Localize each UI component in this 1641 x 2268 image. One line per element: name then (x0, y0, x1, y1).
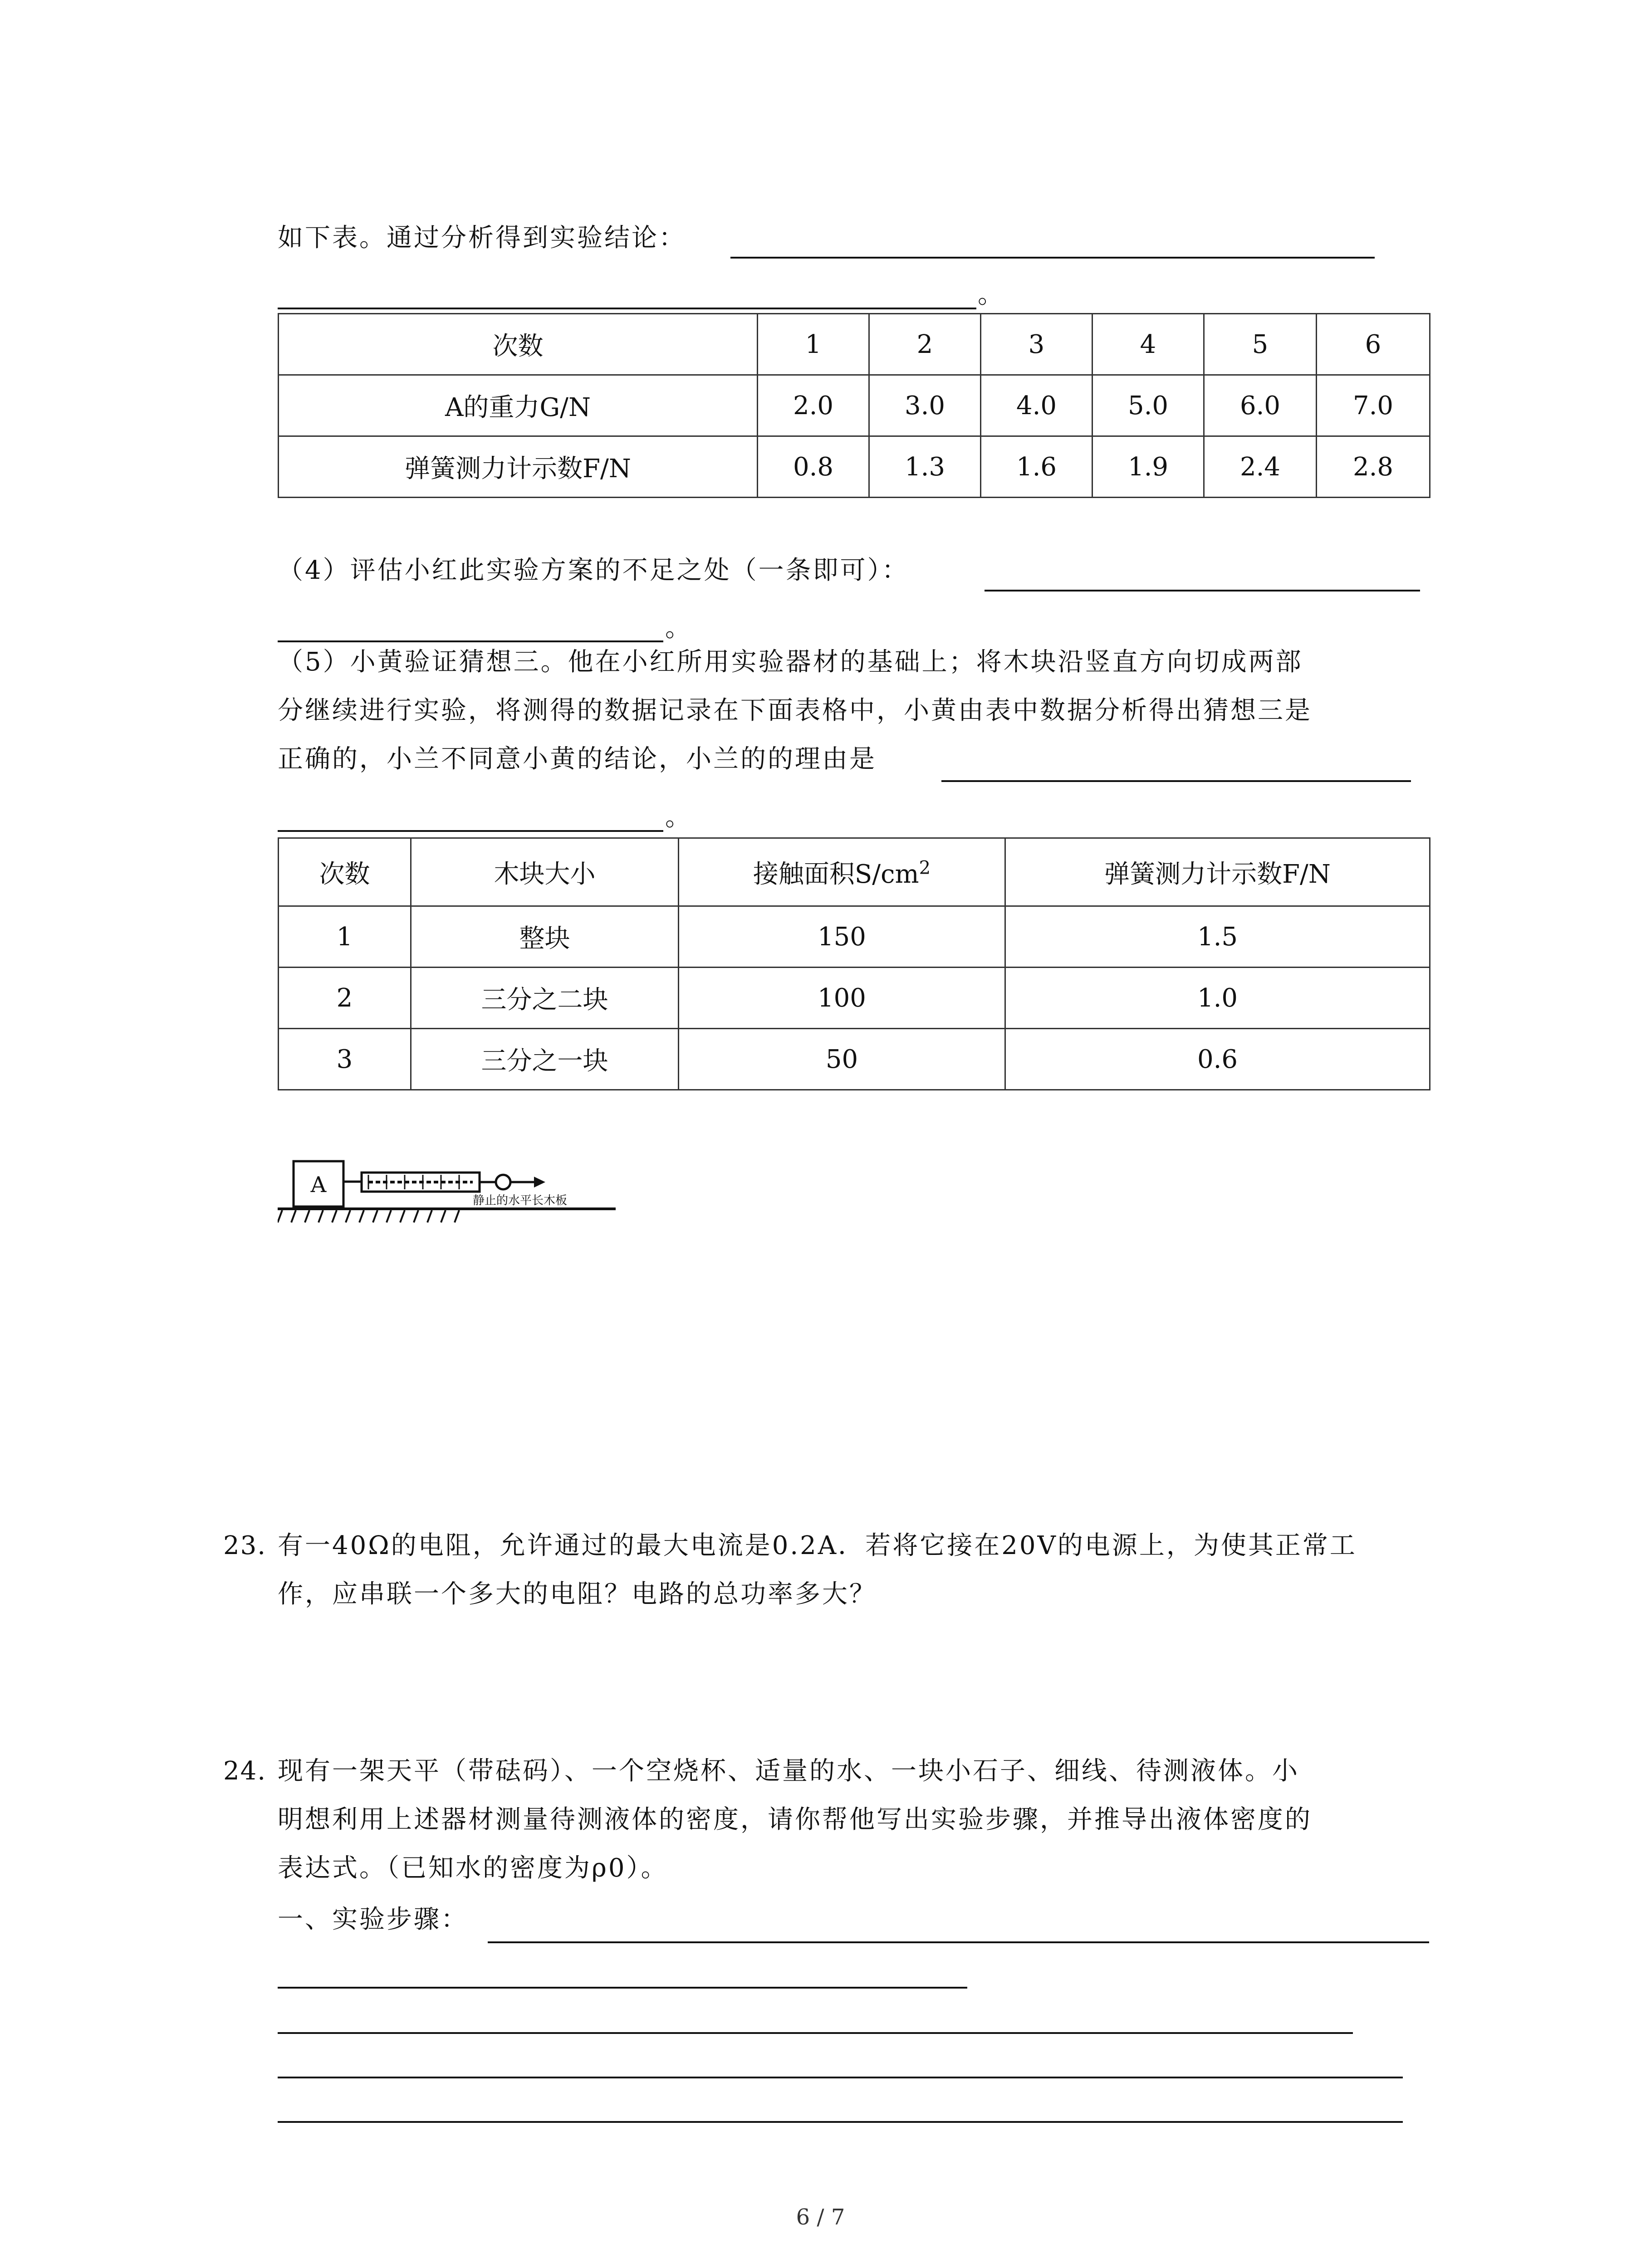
table-cell: 2.0 (758, 375, 869, 436)
answer-blank-steps-4[interactable] (278, 2077, 1403, 2078)
table-header-row (279, 838, 1430, 906)
table-cell: 1.6 (981, 436, 1092, 498)
q24-line1: 现有一架天平（带砝码）、一个空烧杯、适量的水、一块小石子、细线、待测液体。小 (278, 1756, 1299, 1786)
answer-blank-part4-1[interactable] (985, 590, 1420, 591)
table-header-cell: 次数 (279, 838, 411, 906)
table-cell: 2.8 (1317, 436, 1430, 498)
table-cell: 3 (279, 1029, 411, 1090)
table-cell: 1 (758, 314, 869, 375)
answer-blank-steps-3[interactable] (278, 2032, 1353, 2034)
contact-area-header-label: 接触面积S/cm (753, 859, 919, 889)
table-cell: 6.0 (1204, 375, 1317, 436)
table-cell: 0.8 (758, 436, 869, 498)
q24-line2: 明想利用上述器材测量待测液体的密度，请你帮他写出实验步骤，并推导出液体密度的 (278, 1805, 1312, 1834)
table-row (279, 314, 1430, 375)
table-cell: 50 (679, 1029, 1005, 1090)
answer-blank-steps-2[interactable] (278, 1987, 967, 1989)
table-cell: 2.4 (1204, 436, 1317, 498)
pull-ring (496, 1175, 510, 1189)
table-cell: 6 (1317, 314, 1430, 375)
block-a-label: A (310, 1172, 327, 1198)
table-cell: 0.6 (1005, 1029, 1430, 1090)
table-cell: 100 (679, 968, 1005, 1029)
table-cell: 1.5 (1005, 906, 1430, 968)
experiment-figure (278, 1152, 622, 1243)
answer-blank-conclusion-1[interactable] (730, 257, 1375, 259)
table-cell: 4 (1092, 314, 1204, 375)
part5-line2: 分继续进行实验，将测得的数据记录在下面表格中，小黄由表中数据分析得出猜想三是 (278, 696, 1312, 725)
block-spring-scale-diagram (278, 1152, 622, 1243)
table-cell: 三分之一块 (411, 1029, 679, 1090)
table-cell: 整块 (411, 906, 679, 968)
contact-area-table (278, 837, 1430, 1090)
table-row (279, 375, 1430, 436)
table-row (279, 906, 1430, 968)
q23-line1: 有一40Ω的电阻，允许通过的最大电流是0.2A．若将它接在20V的电源上，为使其正常工 (278, 1531, 1357, 1560)
table-cell: 7.0 (1317, 375, 1430, 436)
table-row (279, 968, 1430, 1029)
q24-line3: 表达式。（已知水的密度为ρ0）。 (278, 1853, 668, 1883)
table-cell: 1 (279, 906, 411, 968)
part4-text: （4）评估小红此实验方案的不足之处（一条即可）： (278, 556, 909, 585)
answer-blank-part5-1[interactable] (941, 780, 1411, 782)
superscript-exponent: 2 (919, 857, 931, 878)
answer-blank-steps-1[interactable] (488, 1941, 1429, 1943)
q24-number: 24. (223, 1756, 267, 1786)
table-cell: 3.0 (869, 375, 981, 436)
table-cell: 2 (279, 968, 411, 1029)
table-cell: 1.3 (869, 436, 981, 498)
part5-line3: 正确的，小兰不同意小黄的结论，小兰的的理由是 (278, 744, 877, 774)
period-3: 。 (665, 802, 692, 832)
board-label: 静止的水平长木板 (473, 1194, 568, 1207)
answer-blank-part5-2[interactable] (278, 830, 663, 832)
table-cell: 1.9 (1092, 436, 1204, 498)
table-header-cell: 木块大小 (411, 838, 679, 906)
period-1: 。 (978, 280, 1005, 309)
gravity-force-table (278, 313, 1430, 498)
q22-intro: 如下表。通过分析得到实验结论： (278, 223, 686, 253)
answer-blank-conclusion-2[interactable] (278, 308, 976, 309)
table-row (279, 1029, 1430, 1090)
q23-number: 23. (223, 1531, 267, 1560)
table-cell: 三分之二块 (411, 968, 679, 1029)
table-cell: 1.0 (1005, 968, 1430, 1029)
ground-hatching (278, 1210, 459, 1222)
table-cell: 2 (869, 314, 981, 375)
table-cell: 4.0 (981, 375, 1092, 436)
answer-blank-part4-2[interactable] (278, 640, 663, 642)
table-header-cell (679, 838, 1005, 906)
steps-label: 一、实验步骤： (278, 1905, 468, 1934)
answer-blank-steps-5[interactable] (278, 2121, 1403, 2123)
table-cell: 次数 (279, 314, 758, 375)
table-cell: 5 (1204, 314, 1317, 375)
table-cell: 3 (981, 314, 1092, 375)
table-row (279, 436, 1430, 498)
table-cell: 弹簧测力计示数F/N (279, 436, 758, 498)
table-header-cell: 弹簧测力计示数F/N (1005, 838, 1430, 906)
q23-line2: 作，应串联一个多大的电阻？电路的总功率多大？ (278, 1579, 877, 1609)
period-2: 。 (665, 613, 692, 643)
page-number: 6 / 7 (796, 2204, 845, 2230)
table-cell: A的重力G/N (279, 375, 758, 436)
table-cell: 150 (679, 906, 1005, 968)
table-cell: 5.0 (1092, 375, 1204, 436)
part5-line1: （5）小黄验证猜想三。他在小红所用实验器材的基础上；将木块沿竖直方向切成两部 (278, 647, 1303, 677)
